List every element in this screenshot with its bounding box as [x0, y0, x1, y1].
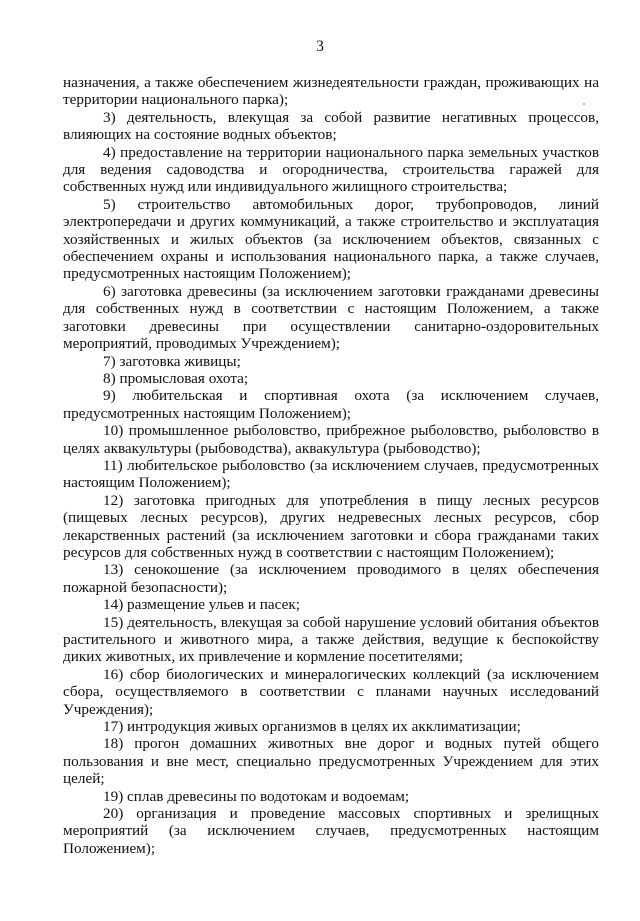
document-body	[63, 74, 599, 857]
list-item-15: 15) деятельность, влекущая за собой нарушение условий обитания объектов растительного и животного мира, а также действия, ведущие к беспокойству диких животных, их привлечение и кормление посетителями;	[63, 613, 599, 666]
list-item-8: 8) промысловая охота;	[103, 369, 249, 387]
paragraph-continuation: назначения, а также обеспечением жизнедеятельности граждан, проживающих на территории национального парка);	[63, 74, 599, 109]
list-item-17: 17) интродукция живых организмов в целях их акклиматизации;	[103, 718, 521, 736]
list-item-16: 16) сбор биологических и минералогических коллекций (за исключением сбора, осуществляемого в соответствии с планами научных исследований Учреждения);	[63, 665, 599, 718]
page-number: 3	[316, 38, 324, 55]
list-item-14: 14) размещение ульев и пасек;	[103, 596, 300, 614]
list-item-4: 4) предоставление на территории национального парка земельных участков для ведения садоводства и огородничества, строительства гаражей для собственных нужд или индивидуального жилищного строительства;	[63, 143, 599, 196]
list-item-10: 10) промышленное рыболовство, прибрежное рыболовство, рыболовство в целях аквакультуры (рыбоводства), аквакультура (рыбоводство);	[63, 422, 599, 457]
list-item-3: 3) деятельность, влекущая за собой развитие негативных процессов, влияющих на состояние водных объектов;	[63, 108, 599, 144]
list-item-20: 20) организация и проведение массовых спортивных и зрелищных мероприятий (за исключением случаев, предусмотренных настоящим Положением);	[63, 805, 599, 857]
list-item-5: 5) строительство автомобильных дорог, трубопроводов, линий электропередачи и других коммуникаций, а также строительство и эксплуатация хозяйственных и жилых объектов (за исключением объектов, связанных с обеспечением охраны и использования национального парка, а также случаев, предусмотренных настоящим Положением);	[63, 195, 599, 283]
list-item-6: 6) заготовка древесины (за исключением заготовки гражданами древесины для собственных нужд в соответствии с настоящим Положением, а также заготовки древесины при осуществлении санитарно-оздоровительных мероприятий, проводимых Учреждением);	[63, 282, 599, 353]
list-item-13: 13) сенокошение (за исключением проводимого в целях обеспечения пожарной безопасности);	[63, 561, 599, 596]
list-item-11: 11) любительское рыболовство (за исключением случаев, предусмотренных настоящим Положением);	[63, 456, 599, 492]
list-item-12: 12) заготовка пригодных для употребления в пищу лесных ресурсов (пищевых лесных ресурсов), других недревесных лесных ресурсов, сбор лекарственных растений (за исключением заготовки и сбора гражданами таких ресурсов для собственных нужд в соответствии с настоящим Положением);	[63, 491, 599, 561]
list-item-19: 19) сплав древесины по водотокам и водоемам;	[103, 787, 410, 805]
list-item-18: 18) прогон домашних животных вне дорог и водных путей общего пользования и вне мест, специально предусмотренных Учреждением для этих целей;	[63, 735, 599, 788]
list-item-7: 7) заготовка живицы;	[103, 352, 241, 370]
list-item-9: 9) любительская и спортивная охота (за исключением случаев, предусмотренных настоящим Положением);	[63, 387, 599, 422]
